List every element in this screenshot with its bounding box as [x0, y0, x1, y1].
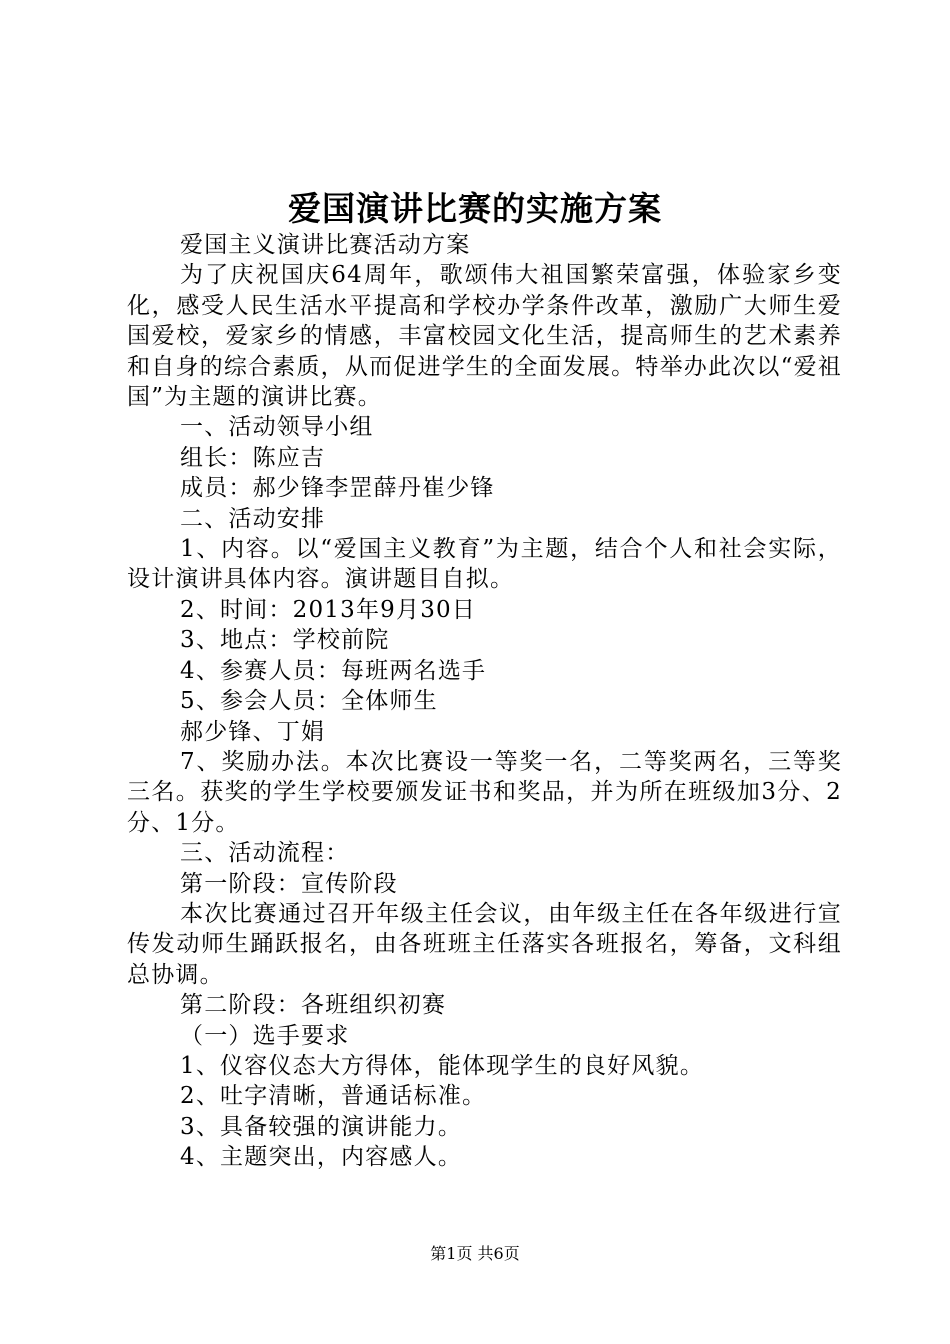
paragraph-attendees: 5、参会人员：全体师生 [180, 688, 438, 715]
paragraph-requirement-4: 4、主题突出，内容感人。 [180, 1144, 463, 1171]
page-number-footer: 第1页 共6页 [430, 1244, 520, 1263]
document-title: 爱国演讲比赛的实施方案 [288, 189, 662, 228]
paragraph-requirement-1: 1、仪容仪态大方得体，能体现学生的良好风貌。 [180, 1052, 705, 1079]
paragraph-requirements-heading: （一）选手要求 [180, 1022, 350, 1049]
section-heading-arrangement: 二、活动安排 [180, 505, 326, 532]
paragraph-content: 1、内容。以“爱国主义教育”为主题，结合个人和社会实际，设计演讲具体内容。演讲题目自拟。 [127, 536, 842, 593]
paragraph-stage-two: 第二阶段：各班组织初赛 [180, 992, 447, 1019]
paragraph-requirement-3: 3、具备较强的演讲能力。 [180, 1113, 463, 1140]
paragraph-requirement-2: 2、吐字清晰，普通话标准。 [180, 1083, 487, 1110]
paragraph-stage-one-detail: 本次比赛通过召开年级主任会议，由年级主任在各年级进行宣传发动师生踊跃报名，由各班班主任落实各班报名，筹备，文科组总协调。 [127, 900, 842, 988]
paragraph-time: 2、时间：2013年9月30日 [180, 596, 477, 623]
paragraph-stage-one: 第一阶段：宣传阶段 [180, 870, 398, 897]
section-heading-process: 三、活动流程： [180, 840, 350, 867]
paragraph-judges: 郝少锋、丁娟 [180, 718, 326, 745]
document-body [127, 230, 842, 1173]
paragraph-awards: 7、奖励办法。本次比赛设一等奖一名，二等奖两名，三等奖三名。获奖的学生学校要颁发证书和奖品，并为所在班级加3分、2分、1分。 [127, 748, 842, 836]
paragraph-contestants: 4、参赛人员：每班两名选手 [180, 657, 487, 684]
paragraph-subtitle: 爱国主义演讲比赛活动方案 [180, 232, 471, 258]
paragraph-members: 成员：郝少锋李罡薛丹崔少锋 [180, 475, 495, 502]
paragraph-location: 3、地点：学校前院 [180, 627, 390, 654]
paragraph-intro: 为了庆祝国庆64周年，歌颂伟大祖国繁荣富强，体验家乡变化，感受人民生活水平提高和学校办学条件改革，激励广大师生爱国爱校，爱家乡的情感，丰富校园文化生活，提高师生的艺术素养和自身的综合素质，从而促进学生的全面发展。特举办此次以“爱祖国”为主题的演讲比赛。 [127, 262, 842, 411]
paragraph-leader: 组长：陈应吉 [180, 444, 326, 471]
section-heading-leadership: 一、活动领导小组 [180, 414, 374, 441]
